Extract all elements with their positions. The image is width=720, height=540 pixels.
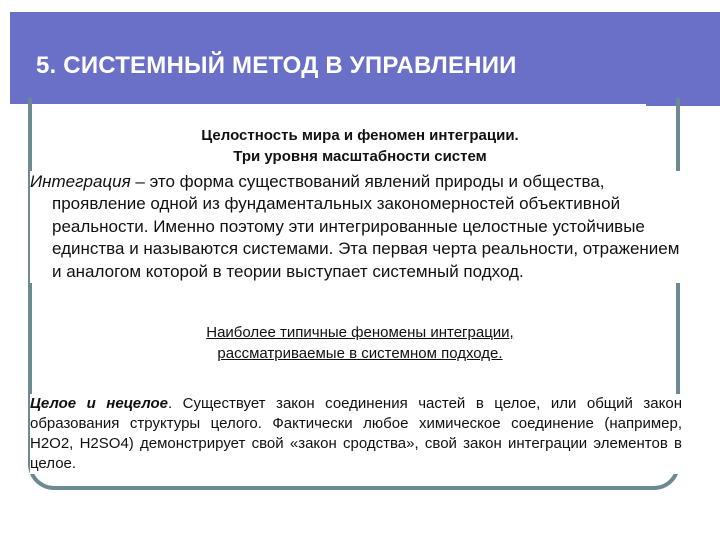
integration-term: Интеграция [30,172,131,191]
typical-line-1: Наиболее типичные феномены интеграции, [206,324,514,341]
whole-paragraph [30,394,682,474]
typical-phenomena-heading [120,322,600,364]
slide-subtitle [120,125,600,167]
subtitle-line-1: Целостность мира и феномен интеграции. [201,127,519,144]
slide-header [10,12,720,106]
whole-text: . Существует закон соединения частей в целое, или общий закон образования структуры целого. Фактически любое химическое соединение (например, H2O2, H2SO4) демонстрирует свой «закон сродства», свой закон интеграции элементов в целое. [30,395,682,472]
slide-title: 5. СИСТЕМНЫЙ МЕТОД В УПРАВЛЕНИИ [36,52,517,79]
integration-text: – это форма существований явлений природы и общества, проявление одной из фундаментальных закономерностей объективной реальности. Именно поэтому эти интегрированные целостные устойчивые единства и называются системами. Эта первая черта реальности, отражением и аналогом которой в теории выступает системный подход. [52,172,680,281]
integration-paragraph [30,171,690,283]
subtitle-line-2: Три уровня масштабности систем [233,148,487,165]
whole-term: Целое и нецелое [30,395,168,412]
typical-line-2: рассматриваемые в системном подходе. [217,345,503,362]
